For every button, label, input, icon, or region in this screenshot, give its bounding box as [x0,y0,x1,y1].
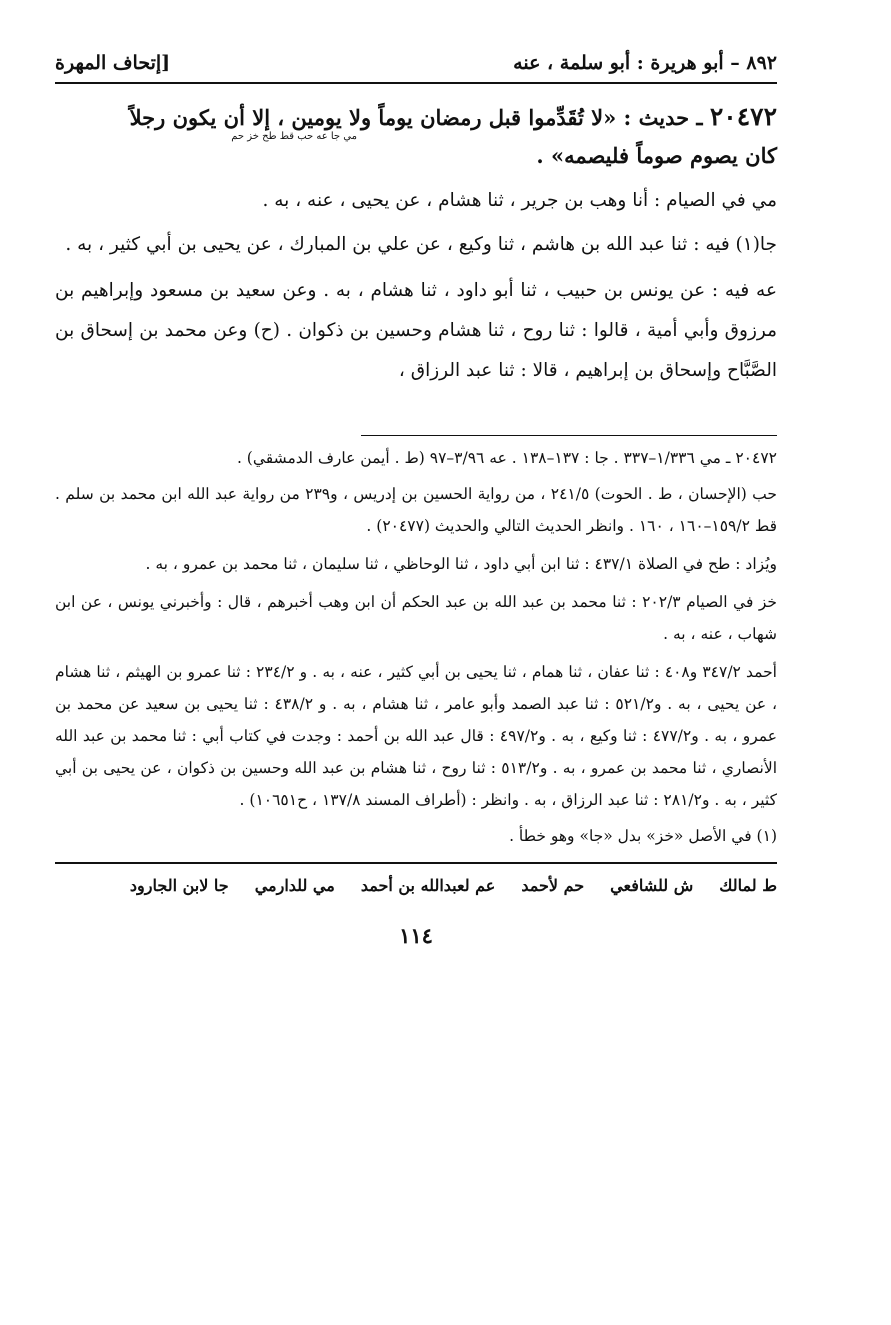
header-book-title: [إتحاف المهرة [55,52,171,74]
abbreviation-legend [55,876,777,895]
footnotes [55,442,777,852]
footnote-ahmad: أحمد ٣٤٧/٢ و٤٠٨ : ثنا عفان ، ثنا همام ، ثنا يحيى بن أبي كثير ، عنه ، به . و ٢٣٤/٢ : ثنا عمرو بن الهيثم ، ثنا هشام ، عن يحيى ، به . و٥٢١/٢ : ثنا عبد الصمد وأبو عامر ، ثنا هشام ، به . و ٤٣٨/٢ : ثنا يحيى بن سعيد عن محمد بن عمرو ، به . و٤٧٧/٢ : ثنا وكيع ، به . و٤٩٧/٢ : قال عبد الله بن أحمد : وجدت في كتاب أبي : ثنا محمد بن عبد الله الأنصاري ، ثنا محمد بن عمرو ، به . و٥١٣/٢ : ثنا روح ، ثنا هشام بن عبد الله وحسين بن ذكوان ، عن يحيى بن أبي كثير ، به . و٢٨١/٢ : ثنا عبد الرزاق ، به . وانظر : (أطراف المسند ١٣٧/٨ ، ح١٠٦٥١) . [55,663,778,809]
running-header [55,48,777,82]
hadith-sigla: مي جا عه حب قط طح خز حم [231,131,357,142]
paragraph-ah: عه فيه : عن يونس بن حبيب ، ثنا أبو داود ، ثنا هشام ، به . وعن سعيد بن مسعود وإبراهيم بن مرزوق وأبي أمية ، قالوا : ثنا روح ، ثنا هشام وحسين بن ذكوان . (ح) وعن محمد بن إسحاق بن الصَّبَّاح وإسحاق بن إبراهيم ، قالا : ثنا عبد الرزاق ، [55,280,777,381]
legend-item: عم لعبدالله بن أحمد [360,876,496,895]
page [55,48,777,948]
legend-item: مي للدارمي [254,876,335,895]
hadith-heading [55,104,777,131]
hadith-number: ٢٠٤٧٢ [709,102,777,131]
page-number: ١١٤ [399,923,433,948]
paragraph-mi: مي في الصيام : أنا وهب بن جرير ، ثنا هشام ، عن يحيى ، عنه ، به . [262,190,777,211]
footnote-separator [361,435,777,436]
legend-item: حم لأحمد [521,876,585,895]
header-rule [55,82,777,84]
footnote-hibban: حب (الإحسان ، ط . الحوت) ٢٤١/٥ ، من رواية الحسين بن إدريس ، و٢٣٩ من رواية عبد الله ابن محمد بن سلم . قط ١٥٩/٢–١٦٠ ، ١٦٠ . وانظر الحديث التالي والحديث (٢٠٤٧٧) . [55,485,777,535]
body-text [55,181,777,391]
footnote-additions: ويُزاد : طح في الصلاة ٤٣٧/١ : ثنا ابن أبي داود ، ثنا الوحاظي ، ثنا سليمان ، ثنا محمد بن عمرو ، به . [145,555,777,573]
legend-item: ش للشافعي [610,876,694,895]
hadith-text: ـ حديث : «لا تُقَدِّموا قبل رمضان يوماً ولا يومين ، إلا أن يكون رجلاً [129,105,703,130]
header-page-section: ٨٩٢ – أبو هريرة : أبو سلمة ، عنه [513,52,777,74]
footnote-khuzayma: خز في الصيام ٢٠٢/٣ : ثنا محمد بن عبد الله بن عبد الحكم أن ابن وهب أخبرهم ، قال : وأخبرني يونس ، عن ابن شهاب ، عنه ، به . [55,593,777,643]
legend-item: جا لابن الجارود [129,876,229,895]
legend-rule [55,862,777,864]
legend-item: ط لمالك [719,876,777,895]
footnote-sources: ٢٠٤٧٢ ـ مي ١/٣٣٦–٣٣٧ . جا : ١٣٧–١٣٨ . عه ٣/٩٦–٩٧ (ط . أيمن عارف الدمشقي) . [236,449,777,467]
footnote-original-note: (١) في الأصل «خز» بدل «جا» وهو خطأ . [509,827,777,845]
hadith-text-end: كان يصوم صوماً فليصمه» . [536,143,777,168]
paragraph-ja: جا(١) فيه : ثنا عبد الله بن هاشم ، ثنا وكيع ، عن علي بن المبارك ، عن يحيى بن أبي كثير ، به . [65,234,777,255]
